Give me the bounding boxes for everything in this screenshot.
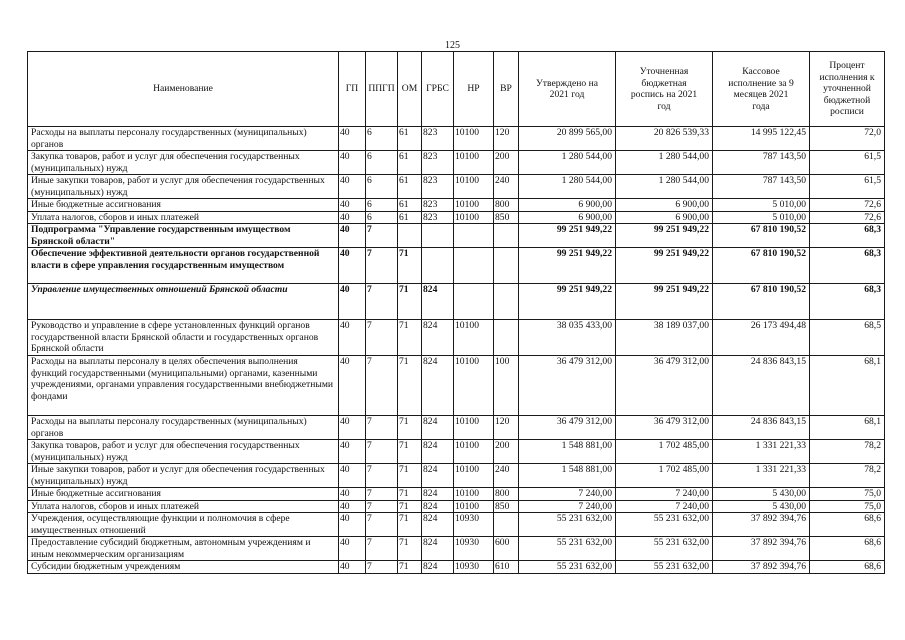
- gp-cell: 40: [339, 284, 366, 320]
- vr-cell: 120: [494, 416, 519, 440]
- executed-amount-cell: 5 010,00: [713, 199, 810, 212]
- percent-cell: 68,3: [810, 284, 885, 320]
- vr-cell: 850: [494, 211, 519, 224]
- refined-amount-cell: 55 231 632,00: [616, 561, 713, 574]
- gp-cell: 40: [339, 416, 366, 440]
- nr-cell: 10100: [454, 211, 494, 224]
- grbs-cell: 823: [422, 175, 454, 199]
- ppgp-cell: 7: [366, 500, 398, 513]
- vr-cell: [494, 284, 519, 320]
- percent-cell: 68,3: [810, 224, 885, 248]
- column-header: Процент исполнения к уточненной бюджетной росписи: [810, 52, 885, 127]
- vr-cell: 800: [494, 199, 519, 212]
- percent-cell: 75,0: [810, 488, 885, 501]
- refined-amount-cell: 1 280 544,00: [616, 175, 713, 199]
- gp-cell: 40: [339, 488, 366, 501]
- row-name-cell: Управление имущественных отношений Брянской области: [28, 284, 339, 320]
- table-row: [28, 199, 885, 212]
- vr-cell: 200: [494, 440, 519, 464]
- om-cell: 71: [398, 248, 422, 284]
- refined-amount-cell: 99 251 949,22: [616, 224, 713, 248]
- nr-cell: 10100: [454, 488, 494, 501]
- row-name-cell: Учреждения, осуществляющие функции и полномочия в сфере имущественных отношений: [28, 513, 339, 537]
- percent-cell: 68,6: [810, 537, 885, 561]
- nr-cell: 10100: [454, 151, 494, 175]
- table-row: [28, 464, 885, 488]
- approved-amount-cell: 7 240,00: [519, 500, 616, 513]
- ppgp-cell: 6: [366, 151, 398, 175]
- row-name-cell: Расходы на выплаты персоналу государственных (муниципальных) органов: [28, 416, 339, 440]
- row-name-cell: Иные закупки товаров, работ и услуг для обеспечения государственных (муниципальных) нужд: [28, 464, 339, 488]
- grbs-cell: 824: [422, 464, 454, 488]
- gp-cell: 40: [339, 561, 366, 574]
- om-cell: 61: [398, 211, 422, 224]
- approved-amount-cell: 1 548 881,00: [519, 464, 616, 488]
- nr-cell: [454, 284, 494, 320]
- ppgp-cell: 7: [366, 488, 398, 501]
- row-name-cell: Иные бюджетные ассигнования: [28, 488, 339, 501]
- ppgp-cell: 7: [366, 537, 398, 561]
- column-header: Наименование: [28, 52, 339, 127]
- grbs-cell: 824: [422, 440, 454, 464]
- grbs-cell: [422, 224, 454, 248]
- om-cell: 71: [398, 440, 422, 464]
- vr-cell: 240: [494, 175, 519, 199]
- refined-amount-cell: 55 231 632,00: [616, 537, 713, 561]
- executed-amount-cell: 5 010,00: [713, 211, 810, 224]
- gp-cell: 40: [339, 356, 366, 416]
- approved-amount-cell: 1 280 544,00: [519, 175, 616, 199]
- gp-cell: 40: [339, 500, 366, 513]
- ppgp-cell: 7: [366, 513, 398, 537]
- vr-cell: [494, 248, 519, 284]
- percent-cell: 75,0: [810, 500, 885, 513]
- ppgp-cell: 6: [366, 199, 398, 212]
- vr-cell: [494, 224, 519, 248]
- row-name-cell: Уплата налогов, сборов и иных платежей: [28, 211, 339, 224]
- row-name-cell: Закупка товаров, работ и услуг для обеспечения государственных (муниципальных) нужд: [28, 151, 339, 175]
- approved-amount-cell: 55 231 632,00: [519, 537, 616, 561]
- percent-cell: 72,6: [810, 211, 885, 224]
- ppgp-cell: 7: [366, 320, 398, 356]
- table-row: [28, 320, 885, 356]
- approved-amount-cell: 99 251 949,22: [519, 224, 616, 248]
- nr-cell: 10100: [454, 464, 494, 488]
- ppgp-cell: 7: [366, 224, 398, 248]
- row-name-cell: Иные закупки товаров, работ и услуг для обеспечения государственных (муниципальных) нужд: [28, 175, 339, 199]
- row-name-cell: Расходы на выплаты персоналу государственных (муниципальных) органов: [28, 127, 339, 151]
- column-header: ГРБС: [422, 52, 454, 127]
- refined-amount-cell: 7 240,00: [616, 500, 713, 513]
- column-header: Утверждено на 2021 год: [519, 52, 616, 127]
- ppgp-cell: 7: [366, 284, 398, 320]
- executed-amount-cell: 787 143,50: [713, 151, 810, 175]
- refined-amount-cell: 6 900,00: [616, 211, 713, 224]
- ppgp-cell: 7: [366, 248, 398, 284]
- table-row: [28, 561, 885, 574]
- table-row: [28, 488, 885, 501]
- vr-cell: [494, 513, 519, 537]
- ppgp-cell: 6: [366, 175, 398, 199]
- approved-amount-cell: 36 479 312,00: [519, 416, 616, 440]
- grbs-cell: 824: [422, 537, 454, 561]
- percent-cell: 72,6: [810, 199, 885, 212]
- percent-cell: 72,0: [810, 127, 885, 151]
- table-row: [28, 537, 885, 561]
- approved-amount-cell: 6 900,00: [519, 199, 616, 212]
- om-cell: 71: [398, 500, 422, 513]
- row-name-cell: Руководство и управление в сфере установленных функций органов государственной власти Брянской области и государственных органов Брянской области: [28, 320, 339, 356]
- om-cell: 61: [398, 199, 422, 212]
- om-cell: 71: [398, 416, 422, 440]
- approved-amount-cell: 55 231 632,00: [519, 513, 616, 537]
- refined-amount-cell: 36 479 312,00: [616, 416, 713, 440]
- column-header: ГП: [339, 52, 366, 127]
- percent-cell: 68,6: [810, 513, 885, 537]
- executed-amount-cell: 24 836 843,15: [713, 356, 810, 416]
- nr-cell: [454, 248, 494, 284]
- table-row: [28, 440, 885, 464]
- refined-amount-cell: 55 231 632,00: [616, 513, 713, 537]
- vr-cell: 600: [494, 537, 519, 561]
- grbs-cell: 824: [422, 561, 454, 574]
- gp-cell: 40: [339, 440, 366, 464]
- gp-cell: 40: [339, 224, 366, 248]
- table-row: [28, 284, 885, 320]
- nr-cell: [454, 224, 494, 248]
- executed-amount-cell: 1 331 221,33: [713, 440, 810, 464]
- approved-amount-cell: 36 479 312,00: [519, 356, 616, 416]
- refined-amount-cell: 1 702 485,00: [616, 464, 713, 488]
- approved-amount-cell: 99 251 949,22: [519, 248, 616, 284]
- grbs-cell: 823: [422, 199, 454, 212]
- table-body: [28, 127, 885, 574]
- column-header: Кассовое исполнение за 9 месяцев 2021 года: [713, 52, 810, 127]
- refined-amount-cell: 99 251 949,22: [616, 284, 713, 320]
- approved-amount-cell: 1 280 544,00: [519, 151, 616, 175]
- gp-cell: 40: [339, 320, 366, 356]
- percent-cell: 61,5: [810, 151, 885, 175]
- vr-cell: [494, 320, 519, 356]
- executed-amount-cell: 67 810 190,52: [713, 248, 810, 284]
- column-header: ОМ: [398, 52, 422, 127]
- row-name-cell: Обеспечение эффективной деятельности органов государственной власти в сфере управления государственным имуществом: [28, 248, 339, 284]
- ppgp-cell: 6: [366, 127, 398, 151]
- grbs-cell: 824: [422, 500, 454, 513]
- gp-cell: 40: [339, 199, 366, 212]
- table-row: [28, 211, 885, 224]
- nr-cell: 10930: [454, 537, 494, 561]
- refined-amount-cell: 6 900,00: [616, 199, 713, 212]
- vr-cell: 850: [494, 500, 519, 513]
- gp-cell: 40: [339, 513, 366, 537]
- approved-amount-cell: 38 035 433,00: [519, 320, 616, 356]
- approved-amount-cell: 6 900,00: [519, 211, 616, 224]
- nr-cell: 10100: [454, 440, 494, 464]
- refined-amount-cell: 38 189 037,00: [616, 320, 713, 356]
- row-name-cell: Подпрограмма "Управление государственным имуществом Брянской области": [28, 224, 339, 248]
- refined-amount-cell: 1 280 544,00: [616, 151, 713, 175]
- ppgp-cell: 7: [366, 440, 398, 464]
- ppgp-cell: 6: [366, 211, 398, 224]
- gp-cell: 40: [339, 127, 366, 151]
- grbs-cell: [422, 248, 454, 284]
- row-name-cell: Субсидии бюджетным учреждениям: [28, 561, 339, 574]
- om-cell: 61: [398, 175, 422, 199]
- vr-cell: 100: [494, 356, 519, 416]
- row-name-cell: Расходы на выплаты персоналу в целях обеспечения выполнения функций государственными (муниципальными) органами, казенными учреждениями, органами управления государственными внебюджетными фондами: [28, 356, 339, 416]
- row-name-cell: Закупка товаров, работ и услуг для обеспечения государственных (муниципальных) нужд: [28, 440, 339, 464]
- vr-cell: 800: [494, 488, 519, 501]
- gp-cell: 40: [339, 537, 366, 561]
- grbs-cell: 823: [422, 211, 454, 224]
- ppgp-cell: 7: [366, 356, 398, 416]
- refined-amount-cell: 36 479 312,00: [616, 356, 713, 416]
- executed-amount-cell: 67 810 190,52: [713, 284, 810, 320]
- om-cell: 71: [398, 561, 422, 574]
- table-header-row: [28, 52, 885, 127]
- ppgp-cell: 7: [366, 561, 398, 574]
- vr-cell: 240: [494, 464, 519, 488]
- om-cell: 71: [398, 488, 422, 501]
- refined-amount-cell: 99 251 949,22: [616, 248, 713, 284]
- executed-amount-cell: 67 810 190,52: [713, 224, 810, 248]
- executed-amount-cell: 14 995 122,45: [713, 127, 810, 151]
- gp-cell: 40: [339, 151, 366, 175]
- percent-cell: 68,5: [810, 320, 885, 356]
- column-header: НР: [454, 52, 494, 127]
- grbs-cell: 823: [422, 151, 454, 175]
- ppgp-cell: 7: [366, 416, 398, 440]
- om-cell: 71: [398, 464, 422, 488]
- table-row: [28, 513, 885, 537]
- refined-amount-cell: 1 702 485,00: [616, 440, 713, 464]
- approved-amount-cell: 55 231 632,00: [519, 561, 616, 574]
- nr-cell: 10100: [454, 127, 494, 151]
- om-cell: 71: [398, 356, 422, 416]
- approved-amount-cell: 7 240,00: [519, 488, 616, 501]
- nr-cell: 10100: [454, 416, 494, 440]
- table-row: [28, 127, 885, 151]
- table-row: [28, 500, 885, 513]
- nr-cell: 10930: [454, 561, 494, 574]
- row-name-cell: Иные бюджетные ассигнования: [28, 199, 339, 212]
- om-cell: 61: [398, 151, 422, 175]
- om-cell: 71: [398, 320, 422, 356]
- grbs-cell: 824: [422, 356, 454, 416]
- refined-amount-cell: 20 826 539,33: [616, 127, 713, 151]
- executed-amount-cell: 787 143,50: [713, 175, 810, 199]
- row-name-cell: Уплата налогов, сборов и иных платежей: [28, 500, 339, 513]
- om-cell: [398, 224, 422, 248]
- table-row: [28, 356, 885, 416]
- grbs-cell: 824: [422, 416, 454, 440]
- percent-cell: 78,2: [810, 464, 885, 488]
- percent-cell: 68,6: [810, 561, 885, 574]
- column-header: Уточненная бюджетная роспись на 2021 год: [616, 52, 713, 127]
- percent-cell: 78,2: [810, 440, 885, 464]
- gp-cell: 40: [339, 175, 366, 199]
- grbs-cell: 824: [422, 513, 454, 537]
- executed-amount-cell: 5 430,00: [713, 500, 810, 513]
- executed-amount-cell: 37 892 394,76: [713, 537, 810, 561]
- approved-amount-cell: 1 548 881,00: [519, 440, 616, 464]
- column-header: ВР: [494, 52, 519, 127]
- percent-cell: 68,3: [810, 248, 885, 284]
- percent-cell: 61,5: [810, 175, 885, 199]
- vr-cell: 120: [494, 127, 519, 151]
- executed-amount-cell: 37 892 394,76: [713, 561, 810, 574]
- om-cell: 71: [398, 284, 422, 320]
- table-row: [28, 151, 885, 175]
- approved-amount-cell: 20 899 565,00: [519, 127, 616, 151]
- executed-amount-cell: 24 836 843,15: [713, 416, 810, 440]
- row-name-cell: Предоставление субсидий бюджетным, автономным учреждениям и иным некоммерческим организациям: [28, 537, 339, 561]
- gp-cell: 40: [339, 248, 366, 284]
- om-cell: 61: [398, 127, 422, 151]
- executed-amount-cell: 37 892 394,76: [713, 513, 810, 537]
- nr-cell: 10100: [454, 500, 494, 513]
- grbs-cell: 823: [422, 127, 454, 151]
- grbs-cell: 824: [422, 284, 454, 320]
- om-cell: 71: [398, 537, 422, 561]
- budget-table: [27, 51, 885, 574]
- om-cell: 71: [398, 513, 422, 537]
- vr-cell: 200: [494, 151, 519, 175]
- grbs-cell: 824: [422, 488, 454, 501]
- percent-cell: 68,1: [810, 416, 885, 440]
- table-row: [28, 224, 885, 248]
- nr-cell: 10100: [454, 356, 494, 416]
- column-header: ППГП: [366, 52, 398, 127]
- table-row: [28, 416, 885, 440]
- gp-cell: 40: [339, 211, 366, 224]
- table-row: [28, 248, 885, 284]
- gp-cell: 40: [339, 464, 366, 488]
- approved-amount-cell: 99 251 949,22: [519, 284, 616, 320]
- ppgp-cell: 7: [366, 464, 398, 488]
- nr-cell: 10100: [454, 175, 494, 199]
- executed-amount-cell: 26 173 494,48: [713, 320, 810, 356]
- nr-cell: 10930: [454, 513, 494, 537]
- page-number: 125: [445, 40, 460, 51]
- vr-cell: 610: [494, 561, 519, 574]
- table-row: [28, 175, 885, 199]
- percent-cell: 68,1: [810, 356, 885, 416]
- nr-cell: 10100: [454, 199, 494, 212]
- grbs-cell: 824: [422, 320, 454, 356]
- executed-amount-cell: 5 430,00: [713, 488, 810, 501]
- executed-amount-cell: 1 331 221,33: [713, 464, 810, 488]
- refined-amount-cell: 7 240,00: [616, 488, 713, 501]
- nr-cell: 10100: [454, 320, 494, 356]
